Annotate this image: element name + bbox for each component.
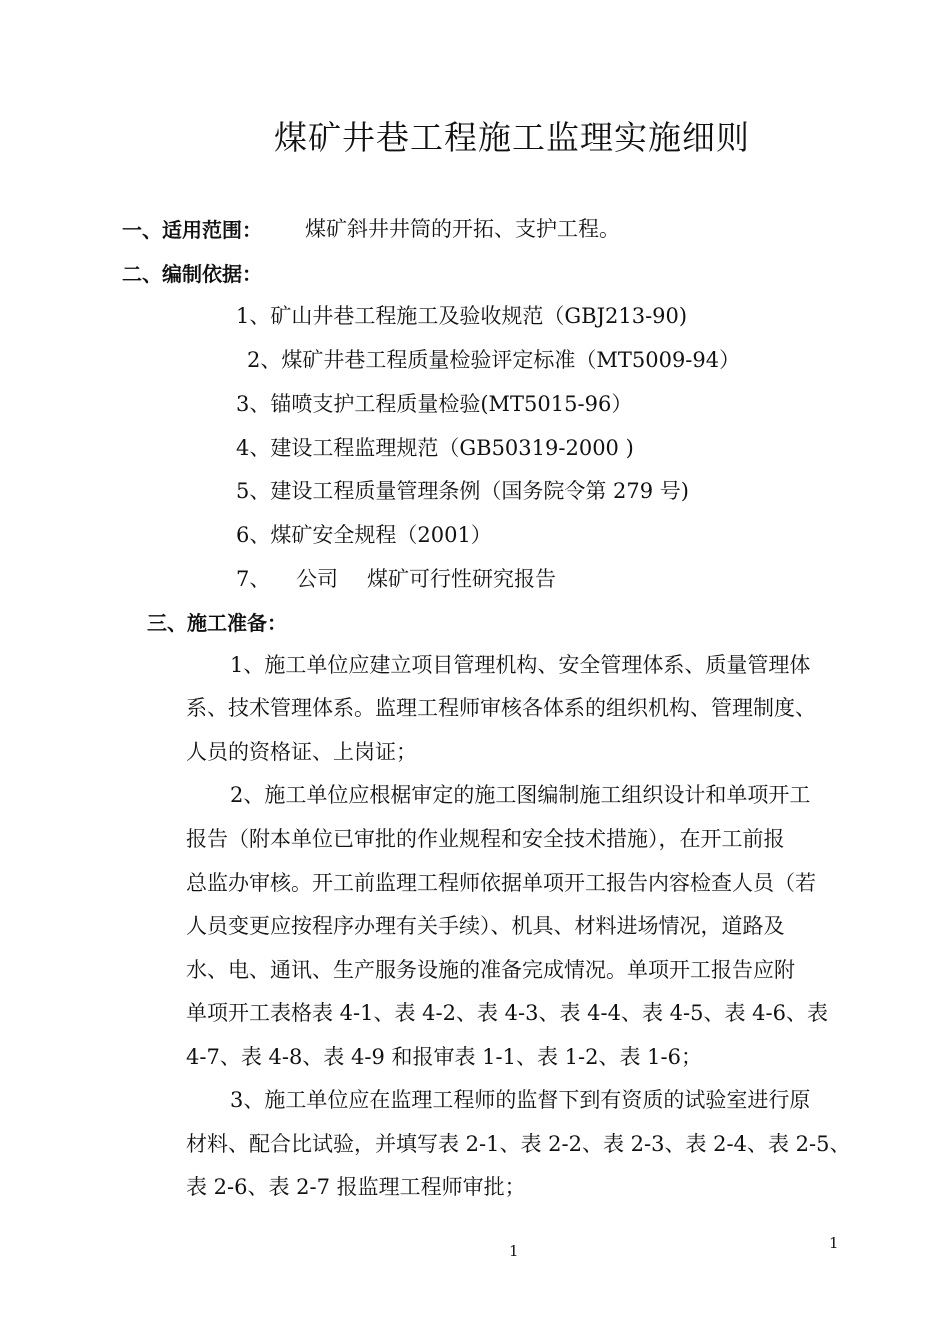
basis-item-7-report: 煤矿可行性研究报告 (367, 567, 556, 591)
para1-line-2: 系、技术管理体系。监理工程师审核各体系的组织机构、管理制度、 (186, 696, 816, 720)
section3-heading: 三、施工准备： (147, 611, 287, 635)
para2-line-4: 人员变更应按程序办理有关手续）、机具、材料进场情况，道路及 (186, 914, 785, 938)
basis-item-5: 5、建设工程质量管理条例（国务院令第 279 号) (236, 479, 689, 503)
para3-line-2: 材料、配合比试验，并填写表 2-1、表 2-2、表 2-3、表 2-4、表 2-5、 (186, 1132, 851, 1156)
para2-line-5: 水、电、通讯、生产服务设施的准备完成情况。单项开工报告应附 (186, 958, 795, 982)
basis-item-7-company: 公司 (296, 567, 338, 591)
para2-line-3: 总监办审核。开工前监理工程师依据单项开工报告内容检查人员（若 (186, 871, 816, 895)
document-title: 煤矿井巷工程施工监理实施细则 (274, 118, 750, 157)
para2-line-7: 4-7、表 4-8、表 4-9 和报审表 1-1、表 1-2、表 1-6； (186, 1045, 702, 1069)
section1-text: 煤矿斜井井筒的开拓、支护工程。 (305, 217, 620, 241)
para2-line-6: 单项开工表格表 4-1、表 4-2、表 4-3、表 4-4、表 4-5、表 4-6、表 (186, 1001, 828, 1025)
para1-line-1: 1、施工单位应建立项目管理机构、安全管理体系、质量管理体 (230, 653, 811, 677)
basis-item-6: 6、煤矿安全规程（2001） (236, 523, 492, 547)
basis-item-1: 1、矿山井巷工程施工及验收规范（GBJ213-90) (236, 304, 688, 328)
basis-item-7-number: 7、 (236, 567, 271, 591)
para3-line-1: 3、施工单位应在监理工程师的监督下到有资质的试验室进行原 (230, 1088, 811, 1112)
basis-item-3: 3、锚喷支护工程质量检验(MT5015-96） (236, 392, 633, 416)
page-number-right: 1 (829, 1234, 839, 1252)
para2-line-1: 2、施工单位应根椐审定的施工图编制施工组织设计和单项开工 (230, 783, 811, 807)
section1-heading: 一、适用范围： (122, 218, 262, 242)
para3-line-3: 表 2-6、表 2-7 报监理工程师审批； (186, 1175, 526, 1199)
basis-item-4: 4、建设工程监理规范（GB50319-2000 ) (236, 436, 634, 460)
page-number-center: 1 (509, 1242, 519, 1260)
para1-line-3: 人员的资格证、上岗证； (186, 740, 417, 764)
basis-item-2: 2、煤矿井巷工程质量检验评定标准（MT5009-94） (247, 348, 741, 372)
para2-line-2: 报告（附本单位已审批的作业规程和安全技术措施），在开工前报 (186, 827, 785, 851)
section2-heading: 二、编制依据： (122, 262, 262, 286)
